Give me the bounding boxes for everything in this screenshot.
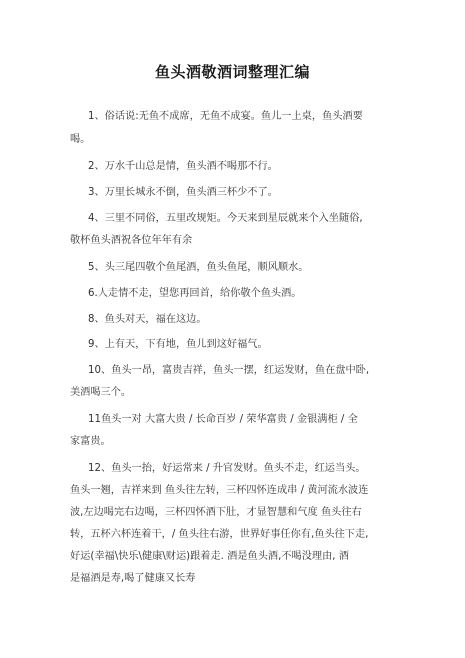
line-7: 5、头三尾四敬个鱼尾酒，鱼头鱼尾，顺风顺水。 [88,262,309,273]
document-title: 鱼头酒敬酒词整理汇编 [154,63,310,81]
line-2: 喝。 [70,134,91,145]
line-17: 波,左边喝完右边喝，三杯四怀酒下肚，才显智慧和气度 鱼头往右 [70,507,362,518]
line-3: 2、万水千山总是情，鱼头酒不喝那不行。 [88,161,278,172]
line-8: 6.人走情不走，望您再回首，给你敬个鱼头酒。 [88,288,302,299]
line-12: 美酒喝三个。 [70,387,132,398]
line-13: 11鱼头一对 大富大贵 / 长命百岁 / 荣华富贵 / 金银满柜 / 全 [88,414,358,425]
line-6: 敬杯鱼头酒祝各位年年有余 [70,235,193,246]
line-16: 鱼头一翘，吉祥来到 鱼头往左转，三杯四怀连成串 / 黄河流水波连 [70,485,369,496]
line-9: 8、鱼头对天，福在这边。 [88,314,207,325]
line-4: 3、万里长城永不倒，鱼头酒三杯少不了。 [88,187,278,198]
line-15: 12、鱼头一抬，好运常来 / 升官发财。鱼头不走，红运当头。 [88,463,366,474]
line-10: 9、上有天，下有地，鱼儿到这好福气。 [88,339,268,350]
line-5: 4、三里不同俗，五里改规矩。今天来到星辰就来个入坐随俗, [88,213,363,224]
line-19: 好运(幸福\快乐\健康\财运)跟着走. 酒是鱼头酒,不喝没理由, 酒 [70,551,349,562]
line-18: 转，五杯六杯连着干，/ 鱼头往右游，世界好事任你有,鱼头往下走, [70,529,369,540]
line-1: 1、俗话说:无鱼不成席，无鱼不成宴。鱼儿一上桌，鱼头酒要 [88,111,363,122]
line-14: 家富贵。 [70,436,111,447]
line-11: 10、鱼头一昂，富贵吉祥，鱼头一摆，红运发财，鱼在盘中卧, [88,365,370,376]
line-20: 是福酒是寿,喝了健康又长寿 [70,573,196,584]
